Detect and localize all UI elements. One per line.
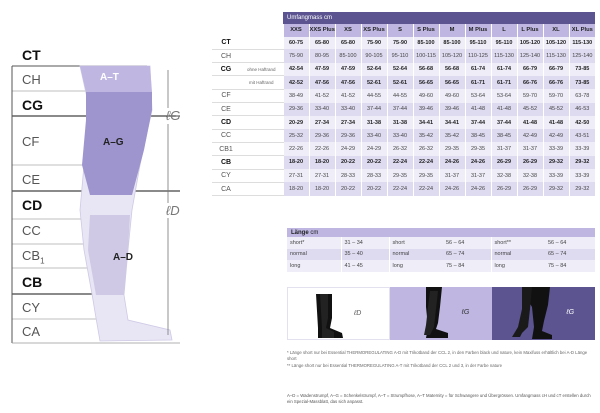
size-row-name: CF — [212, 89, 240, 102]
size-cell: 26-29 — [491, 156, 517, 169]
size-row-note — [240, 182, 283, 195]
size-row — [212, 49, 595, 62]
length-cell: 75 – 84 — [545, 260, 595, 272]
size-header-cell: M Plus — [465, 24, 491, 36]
size-cell: 61-71 — [491, 76, 517, 89]
size-cell: 29-36 — [309, 129, 335, 142]
size-cell: 85-100 — [335, 49, 361, 62]
zone-label-cg: CG — [22, 97, 43, 113]
size-header-cell: XS Plus — [361, 24, 387, 36]
size-row-name: CY — [212, 169, 240, 182]
size-cell: 75-90 — [283, 49, 309, 62]
size-cell: 105-120 — [439, 49, 465, 62]
size-row-name: CB — [212, 156, 240, 169]
size-cell: 33-40 — [387, 129, 413, 142]
size-row-note: mit Haftrand — [240, 76, 283, 89]
size-cell: 24-26 — [439, 156, 465, 169]
zone-label-cc: CC — [22, 223, 41, 238]
size-cell: 29-35 — [387, 169, 413, 182]
length-cell: 56 – 64 — [443, 237, 491, 249]
size-cell: 33-40 — [309, 103, 335, 116]
size-cell: 37-44 — [491, 116, 517, 129]
size-cell: 29-32 — [569, 156, 595, 169]
size-cell: 29-35 — [465, 142, 491, 155]
size-row-note — [240, 49, 283, 62]
size-header-cell: L — [491, 24, 517, 36]
size-cell: 20-22 — [335, 156, 361, 169]
length-cell: short** — [491, 237, 545, 249]
calf-stocking-icon — [288, 288, 390, 340]
length-row — [287, 237, 595, 249]
size-header-cell: S Plus — [413, 24, 439, 36]
size-row — [212, 63, 595, 76]
length-cell: 35 – 40 — [341, 249, 389, 261]
thigh-stocking-icon — [390, 287, 492, 340]
panel-length-symbol: ℓG — [461, 309, 470, 316]
size-cell: 31-38 — [361, 116, 387, 129]
size-header-cell: M — [439, 24, 465, 36]
panel-length-symbol: ℓG — [566, 309, 575, 316]
size-cell: 49-60 — [439, 89, 465, 102]
size-cell: 26-32 — [387, 142, 413, 155]
size-cell: 44-55 — [361, 89, 387, 102]
panel-pantyhose — [492, 287, 595, 340]
size-row-name: CH — [212, 49, 240, 62]
length-cell: short* — [287, 237, 341, 249]
size-cell: 38-45 — [491, 129, 517, 142]
leg-label-ag: A–G — [103, 137, 124, 148]
size-cell: 24-26 — [465, 156, 491, 169]
size-cell: 52-64 — [361, 63, 387, 76]
size-cell: 27-34 — [309, 116, 335, 129]
size-cell: 59-70 — [543, 89, 569, 102]
size-cell: 29-35 — [439, 142, 465, 155]
size-cell: 22-24 — [387, 156, 413, 169]
size-cell: 56-68 — [439, 63, 465, 76]
size-cell: 95-110 — [491, 37, 517, 50]
size-cell: 39-46 — [413, 103, 439, 116]
size-cell: 115-130 — [543, 49, 569, 62]
size-cell: 105-120 — [517, 37, 543, 50]
size-cell: 42-52 — [283, 76, 309, 89]
size-row-name: CG — [212, 63, 240, 76]
size-cell: 42-49 — [543, 129, 569, 142]
size-cell: 35-42 — [413, 129, 439, 142]
footnote-1: * Länge short nur bei Essential THERMOREGULATING A-D mit Trikotband der CCL 2, in den Farben black und nature, kein Maxifuss erhältlich bei A-D Länge short — [287, 350, 588, 361]
size-row-note — [240, 142, 283, 155]
size-row-note — [240, 129, 283, 142]
stocking-silhouettes — [287, 287, 595, 340]
size-row — [212, 182, 595, 195]
size-cell: 95-110 — [465, 37, 491, 50]
circumference-table-title: Umfangmass cm — [283, 12, 595, 24]
size-cell: 42-49 — [517, 129, 543, 142]
length-cell: 31 – 34 — [341, 237, 389, 249]
size-row — [212, 169, 595, 182]
length-cell: normal — [389, 249, 443, 261]
size-header-cell: L Plus — [517, 24, 543, 36]
size-cell: 32-38 — [491, 169, 517, 182]
size-row — [212, 37, 595, 50]
zone-label-cy: CY — [22, 300, 41, 315]
size-cell: 31-37 — [491, 142, 517, 155]
size-cell: 18-20 — [309, 182, 335, 195]
size-cell: 22-24 — [387, 182, 413, 195]
size-cell: 41-48 — [543, 116, 569, 129]
size-row-note — [240, 37, 283, 50]
size-cell: 41-52 — [335, 89, 361, 102]
size-cell: 56-68 — [413, 63, 439, 76]
size-cell: 22-24 — [413, 182, 439, 195]
size-row — [212, 116, 595, 129]
length-cell: 56 – 64 — [545, 237, 595, 249]
size-cell: 41-48 — [517, 116, 543, 129]
leg-label-ad: A–D — [113, 252, 134, 263]
size-cell: 95-110 — [387, 49, 413, 62]
size-cell: 25-32 — [283, 129, 309, 142]
size-cell: 73-85 — [569, 76, 595, 89]
panel-thigh-stocking — [390, 287, 493, 340]
size-cell: 31-37 — [465, 169, 491, 182]
size-cell: 34-41 — [413, 116, 439, 129]
size-cell: 20-22 — [361, 156, 387, 169]
size-cell: 73-85 — [569, 63, 595, 76]
size-cell: 29-35 — [413, 169, 439, 182]
size-cell: 35-42 — [439, 129, 465, 142]
size-cell: 66-76 — [517, 76, 543, 89]
size-row-name — [212, 76, 240, 89]
size-cell: 66-79 — [543, 63, 569, 76]
size-cell: 42-50 — [569, 116, 595, 129]
size-row-name: CA — [212, 182, 240, 195]
size-cell: 75-90 — [361, 37, 387, 50]
size-cell: 41-48 — [465, 103, 491, 116]
size-cell: 38-49 — [283, 89, 309, 102]
length-cell: 41 – 45 — [341, 260, 389, 272]
size-cell: 18-20 — [283, 182, 309, 195]
size-row-note — [240, 169, 283, 182]
size-cell: 18-20 — [283, 156, 309, 169]
size-row-note — [240, 103, 283, 116]
size-cell: 100-115 — [413, 49, 439, 62]
size-cell: 22-26 — [283, 142, 309, 155]
size-cell: 90-105 — [361, 49, 387, 62]
size-header-cell: XS — [335, 24, 361, 36]
size-cell: 33-40 — [335, 103, 361, 116]
size-cell: 53-64 — [491, 89, 517, 102]
length-cell: 65 – 74 — [545, 249, 595, 261]
size-cell: 47-56 — [335, 76, 361, 89]
size-cell: 52-61 — [361, 76, 387, 89]
size-cell: 125-140 — [517, 49, 543, 62]
size-row-note — [240, 156, 283, 169]
size-cell: 41-48 — [491, 103, 517, 116]
size-cell: 47-56 — [309, 76, 335, 89]
size-header-cell: XL — [543, 24, 569, 36]
abbreviation-legend: A–D = Wadenstrumpf, A–G = Schenkelstrumpf, A–T = Strumpfhose, A–T Maternity = für Schwangere und Übergrössen. Umfangmass cH und cT erstellen durch ein Spezial-Massblatt, das sich anpasst. — [287, 393, 591, 404]
size-cell: 85-100 — [439, 37, 465, 50]
length-cell: normal — [491, 249, 545, 261]
size-row — [212, 129, 595, 142]
length-cell: long — [491, 260, 545, 272]
zone-label-cf: CF — [22, 134, 40, 149]
size-cell: 46-53 — [569, 103, 595, 116]
size-cell: 61-74 — [465, 63, 491, 76]
size-cell: 65-80 — [335, 37, 361, 50]
size-cell: 33-39 — [543, 169, 569, 182]
size-cell: 27-31 — [309, 169, 335, 182]
panel-length-symbol: ℓD — [354, 310, 362, 317]
length-row — [287, 260, 595, 272]
size-cell: 29-36 — [335, 129, 361, 142]
length-cell: 75 – 84 — [443, 260, 491, 272]
size-cell: 115-130 — [491, 49, 517, 62]
size-cell: 33-40 — [361, 129, 387, 142]
zone-label-ce: CE — [22, 172, 41, 187]
circumference-table — [212, 12, 595, 196]
size-cell: 63-78 — [569, 89, 595, 102]
size-cell: 28-33 — [335, 169, 361, 182]
size-cell: 32-38 — [517, 169, 543, 182]
size-cell: 59-70 — [517, 89, 543, 102]
size-cell: 24-26 — [465, 182, 491, 195]
size-cell: 37-44 — [361, 103, 387, 116]
size-cell: 24-29 — [335, 142, 361, 155]
size-cell: 29-32 — [569, 182, 595, 195]
size-cell: 52-64 — [387, 63, 413, 76]
size-row — [212, 76, 595, 89]
size-cell: 53-64 — [465, 89, 491, 102]
size-cell: 22-24 — [413, 156, 439, 169]
size-cell: 49-60 — [413, 89, 439, 102]
length-cell: short — [389, 237, 443, 249]
size-cell: 61-71 — [465, 76, 491, 89]
length-cell: long — [389, 260, 443, 272]
length-symbol-lg: ℓG — [166, 108, 181, 123]
length-row — [287, 249, 595, 261]
size-cell: 105-120 — [543, 37, 569, 50]
size-cell: 80-95 — [309, 49, 335, 62]
size-row-note: ohne Haftrand — [240, 63, 283, 76]
size-cell: 31-37 — [517, 142, 543, 155]
size-header-cell: XXS — [283, 24, 309, 36]
zone-label-ca: CA — [22, 324, 41, 339]
size-row — [212, 156, 595, 169]
leg-label-at: A–T — [100, 72, 119, 83]
size-cell: 45-52 — [543, 103, 569, 116]
size-cell: 29-36 — [283, 103, 309, 116]
size-cell: 29-32 — [543, 182, 569, 195]
length-table — [287, 228, 595, 272]
zone-label-cb: CB — [22, 274, 43, 290]
size-cell: 26-29 — [517, 156, 543, 169]
footnotes — [287, 350, 595, 369]
size-cell: 33-39 — [543, 142, 569, 155]
zone-label-cd: CD — [22, 197, 43, 213]
leg-measurement-figure — [0, 0, 190, 345]
size-cell: 27-34 — [335, 116, 361, 129]
size-cell: 37-44 — [465, 116, 491, 129]
size-cell: 28-33 — [361, 169, 387, 182]
zone-label-ch: CH — [22, 72, 41, 87]
size-cell: 66-79 — [517, 63, 543, 76]
size-cell: 26-29 — [517, 182, 543, 195]
length-cell: normal — [287, 249, 341, 261]
size-cell: 37-44 — [387, 103, 413, 116]
size-cell: 42-54 — [283, 63, 309, 76]
size-row — [212, 142, 595, 155]
size-cell: 75-90 — [387, 37, 413, 50]
size-cell: 47-59 — [309, 63, 335, 76]
size-cell: 26-32 — [413, 142, 439, 155]
size-row-name: CC — [212, 129, 240, 142]
size-cell: 34-41 — [439, 116, 465, 129]
size-cell: 20-29 — [283, 116, 309, 129]
size-row-name: CD — [212, 116, 240, 129]
size-header-cell: XXS Plus — [309, 24, 335, 36]
size-cell: 29-32 — [543, 156, 569, 169]
size-cell: 47-59 — [335, 63, 361, 76]
size-cell: 20-22 — [361, 182, 387, 195]
size-cell: 56-65 — [439, 76, 465, 89]
size-cell: 45-52 — [517, 103, 543, 116]
size-header-cell: XL Plus — [569, 24, 595, 36]
size-cell: 39-46 — [439, 103, 465, 116]
size-cell: 31-38 — [387, 116, 413, 129]
length-cell: long — [287, 260, 341, 272]
size-cell: 24-26 — [439, 182, 465, 195]
size-cell: 44-55 — [387, 89, 413, 102]
size-row — [212, 89, 595, 102]
size-cell: 33-39 — [569, 169, 595, 182]
size-cell: 18-20 — [309, 156, 335, 169]
length-table-title: Länge cm — [287, 228, 595, 237]
size-cell: 52-61 — [387, 76, 413, 89]
size-cell: 24-29 — [361, 142, 387, 155]
size-cell: 27-31 — [283, 169, 309, 182]
size-row-name: CT — [212, 37, 240, 50]
pantyhose-icon — [492, 287, 594, 340]
size-cell: 56-65 — [413, 76, 439, 89]
size-cell: 60-75 — [283, 37, 309, 50]
size-cell: 125-140 — [569, 49, 595, 62]
size-cell: 38-45 — [465, 129, 491, 142]
length-symbol-ld: ℓD — [166, 203, 180, 218]
size-cell: 65-80 — [309, 37, 335, 50]
size-cell: 31-37 — [439, 169, 465, 182]
size-cell: 26-29 — [491, 182, 517, 195]
size-row-note — [240, 89, 283, 102]
size-cell: 41-52 — [309, 89, 335, 102]
size-cell: 61-74 — [491, 63, 517, 76]
zone-label-ct: CT — [22, 47, 41, 63]
zone-label-cb1: $CB_1$ — [22, 248, 45, 266]
size-cell: 33-39 — [569, 142, 595, 155]
size-cell: 85-100 — [413, 37, 439, 50]
size-row-note — [240, 116, 283, 129]
panel-calf-stocking — [287, 287, 390, 340]
size-row — [212, 103, 595, 116]
size-cell: 22-26 — [309, 142, 335, 155]
footnote-2: ** Länge short nur bei Essential THERMOREGULATING A-T mit Trikotband der CCL 2 und 3, in der Farbe nature — [287, 362, 503, 368]
size-cell: 43-51 — [569, 129, 595, 142]
size-row-name: CE — [212, 103, 240, 116]
size-header-cell: S — [387, 24, 413, 36]
size-cell: 66-76 — [543, 76, 569, 89]
size-row-name: CB1 — [212, 142, 240, 155]
size-cell: 110-125 — [465, 49, 491, 62]
size-cell: 115-130 — [569, 37, 595, 50]
length-cell: 65 – 74 — [443, 249, 491, 261]
size-cell: 20-22 — [335, 182, 361, 195]
